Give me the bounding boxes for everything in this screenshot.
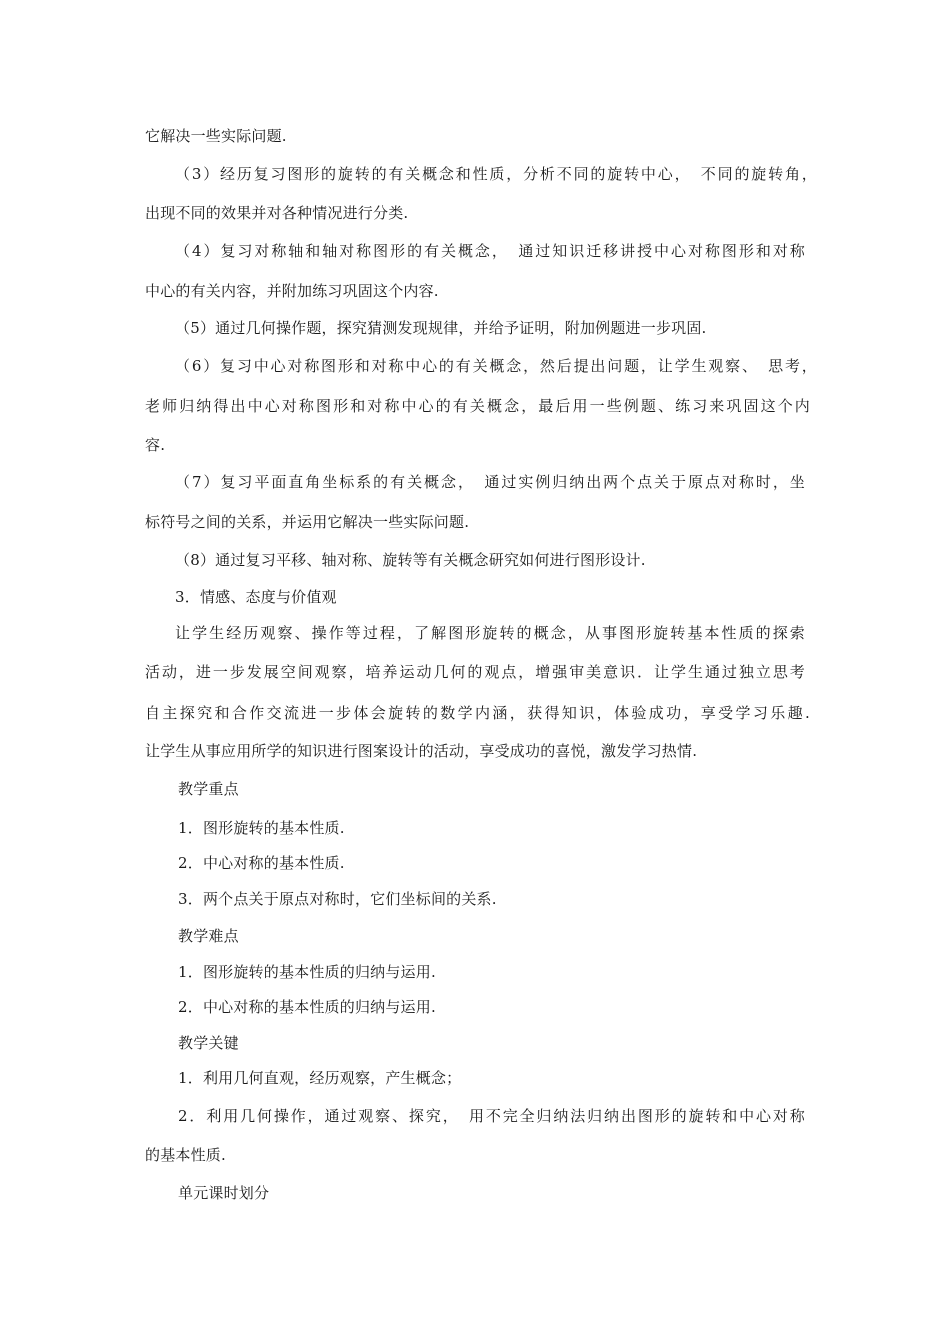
text-line: 标符号之间的关系，并运用它解决一些实际问题.: [145, 513, 470, 531]
text-line: （4）复习对称轴和轴对称图形的有关概念， 通过知识迁移讲授中心对称图形和对称: [175, 242, 805, 260]
text-line: 让学生从事应用所学的知识进行图案设计的活动，享受成功的喜悦，激发学习热情.: [145, 742, 698, 760]
text-line: （6）复习中心对称图形和对称中心的有关概念，然后提出问题，让学生观察、 思考，: [175, 357, 817, 375]
text-line: 中心的有关内容，并附加练习巩固这个内容.: [145, 282, 439, 300]
section-heading: 单元课时划分: [178, 1184, 270, 1202]
text-line: （3）经历复习图形的旋转的有关概念和性质，分析不同的旋转中心， 不同的旋转角，: [175, 165, 817, 183]
text-line: 老师归纳得出中心对称图形和对称中心的有关概念，最后用一些例题、练习来巩固这个内: [145, 397, 810, 415]
text-line: （5）通过几何操作题，探究猜测发现规律，并给予证明，附加例题进一步巩固.: [175, 319, 707, 337]
section-heading: 教学重点: [178, 780, 239, 798]
list-item: 1．图形旋转的基本性质.: [178, 819, 345, 837]
text-line: 让学生经历观察、操作等过程，了解图形旋转的概念，从事图形旋转基本性质的探索: [175, 624, 805, 642]
text-line: 自主探究和合作交流进一步体会旋转的数学内涵，获得知识，体验成功，享受学习乐趣.: [145, 704, 810, 722]
text-line: 活动，进一步发展空间观察，培养运动几何的观点，增强审美意识．让学生通过独立思考: [145, 663, 805, 681]
list-item: 3．两个点关于原点对称时，它们坐标间的关系.: [178, 890, 497, 908]
list-item: 2．中心对称的基本性质.: [178, 854, 345, 872]
text-line: 的基本性质.: [145, 1146, 226, 1164]
section-heading: 3．情感、态度与价值观: [175, 588, 337, 606]
section-heading: 教学关键: [178, 1034, 239, 1052]
text-line: （7）复习平面直角坐标系的有关概念， 通过实例归纳出两个点关于原点对称时，坐: [175, 473, 805, 491]
text-line: （8）通过复习平移、轴对称、旋转等有关概念研究如何进行图形设计.: [175, 551, 646, 569]
section-heading: 教学难点: [178, 927, 239, 945]
list-item: 2．中心对称的基本性质的归纳与运用.: [178, 998, 436, 1016]
text-line: 出现不同的效果并对各种情况进行分类.: [145, 204, 409, 222]
text-line: 容.: [145, 436, 166, 454]
list-item: 2．利用几何操作，通过观察、探究， 用不完全归纳法归纳出图形的旋转和中心对称: [178, 1107, 805, 1125]
list-item: 1．图形旋转的基本性质的归纳与运用.: [178, 963, 436, 981]
text-line: 它解决一些实际问题.: [145, 127, 287, 145]
list-item: 1．利用几何直观，经历观察，产生概念；: [178, 1069, 462, 1087]
